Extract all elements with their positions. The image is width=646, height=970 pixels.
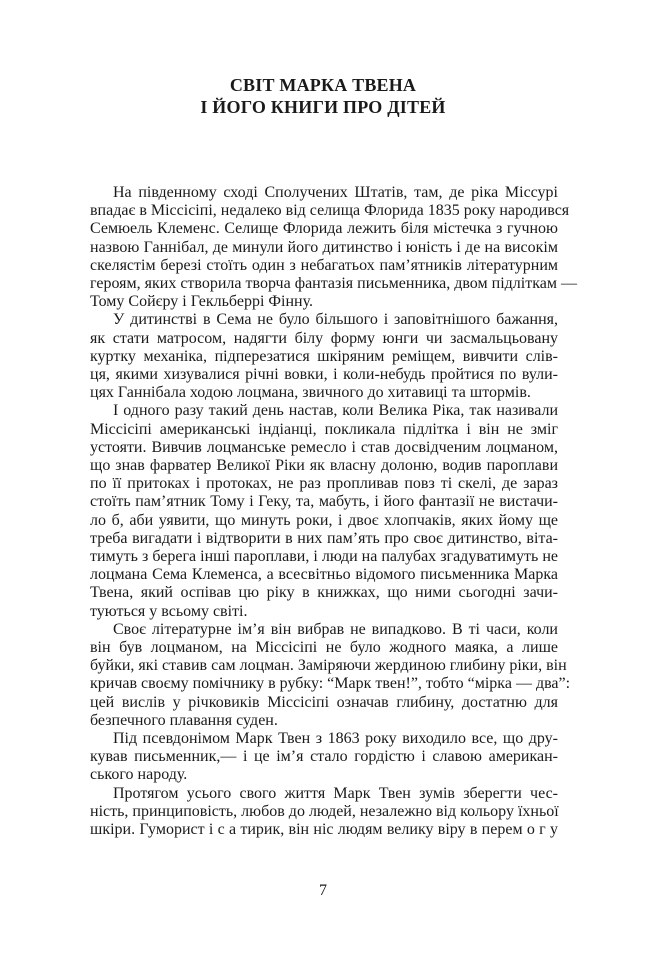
text-line: тимуть з берега інші пароплави, і люди на палубах згадуватимуть не <box>90 548 558 565</box>
text-line: І одного разу такий день настав, коли Велика Ріка, так називали <box>113 402 558 420</box>
text-line: кував письменник,— і це ім’я стало гордістю і славою американ- <box>90 748 558 766</box>
text-line: назвою Ганнібал, де минули його дитинство і юність і де на високім <box>90 238 558 256</box>
text-line: шкіри. Гуморист і с а тирик, він ніс людям велику віру в перем о г у <box>90 821 558 838</box>
text-line: На південному сході Сполучених Штатів, там, де ріка Міссурі <box>113 184 558 201</box>
text-line: він був лоцманом, на Міссісіпі не було жодного маяка, а лише <box>90 639 558 656</box>
chapter-title-line-1: СВІТ МАРКА ТВЕНА <box>229 75 417 95</box>
text-line: як стати матросом, надягти білу форму юнги чи засмальцьовану <box>90 329 558 347</box>
text-line: ло б, аби уявити, що минуть роки, і двоє хлопчаків, яких йому ще <box>90 511 558 529</box>
text-line: ського народу. <box>90 766 188 784</box>
text-line: цей вислів у річковиків Міссісіпі означав глибину, достатню для <box>90 693 558 711</box>
text-line: Міссісіпі американські індіанці, покликала підлітка і він не зміг <box>90 420 558 438</box>
text-line: У дитинстві в Сема не було більшого і заповітнішого бажання, <box>113 311 558 329</box>
text-line: героям, яких створила творча фантазія письменника, двом підліткам — <box>90 275 577 292</box>
text-line: Семюель Клеменс. Селище Флорида лежить біля містечка з гучною <box>90 220 558 238</box>
chapter-title-line-2: І ЙОГО КНИГИ ПРО ДІТЕЙ <box>200 97 446 117</box>
text-line: лоцмана Сема Клеменса, а всесвітньо відомого письменника Марка <box>90 566 558 584</box>
text-line: туються у всьому світі. <box>90 602 248 620</box>
text-line: цях Ганнібала ходою лоцмана, звичного до хитавиці та штормів. <box>90 384 531 402</box>
text-line: треба вигадати і відтворити в них пам’ять про своє дитинство, віта- <box>90 529 558 547</box>
text-line: ність, принциповість, любов до людей, незалежно від кольору їхньої <box>90 802 559 820</box>
text-line: буйки, які ставив сам лоцман. Заміряючи жердиною глибину ріки, він <box>90 657 567 675</box>
text-line: ця, якими хизувалися річні вовки, і коли-небудь пройтися по вули- <box>90 366 558 383</box>
text-line: кричав своєму помічнику в рубку: “Марк твен!”, тобто “мірка — два”: <box>90 675 571 693</box>
text-line: що знав фарватер Великої Ріки як власну долоню, водив пароплави <box>90 457 558 474</box>
text-line: Твена, який оспівав цю ріку в книжках, що ними сьогодні зачи- <box>90 584 558 602</box>
text-line: впадає в Міссісіпі, недалеко від селища Флорида 1835 року народився <box>90 202 570 220</box>
text-line: куртку механіка, підперезатися шкіряним реміщем, вивчити слів- <box>90 347 558 365</box>
text-line: по її притоках і протоках, не раз пропливав повз ті скелі, де зараз <box>90 475 558 493</box>
text-line: стоїть пам’ятник Тому і Геку, та, мабуть, і його фантазії не вистачи- <box>90 493 558 511</box>
text-line: Протягом усього свого життя Марк Твен зумів зберегти чес- <box>113 784 558 802</box>
text-line: Під псевдонімом Марк Твен з 1863 року виходило все, що дру- <box>113 730 558 747</box>
text-line: Своє літературне ім’я він вибрав не випадково. В ті часи, коли <box>113 620 558 638</box>
text-line: скелястім березі стоїть один з небагатьох пам’ятників літературним <box>90 256 558 274</box>
text-line: безпечного плавання суден. <box>90 711 278 729</box>
text-line: устояти. Вивчив лоцманське ремесло і став досвідченим лоцманом, <box>90 438 558 456</box>
text-line: Тому Сойєру і Гекльберрі Фінну. <box>90 293 313 311</box>
page-number: 7 <box>319 882 327 899</box>
